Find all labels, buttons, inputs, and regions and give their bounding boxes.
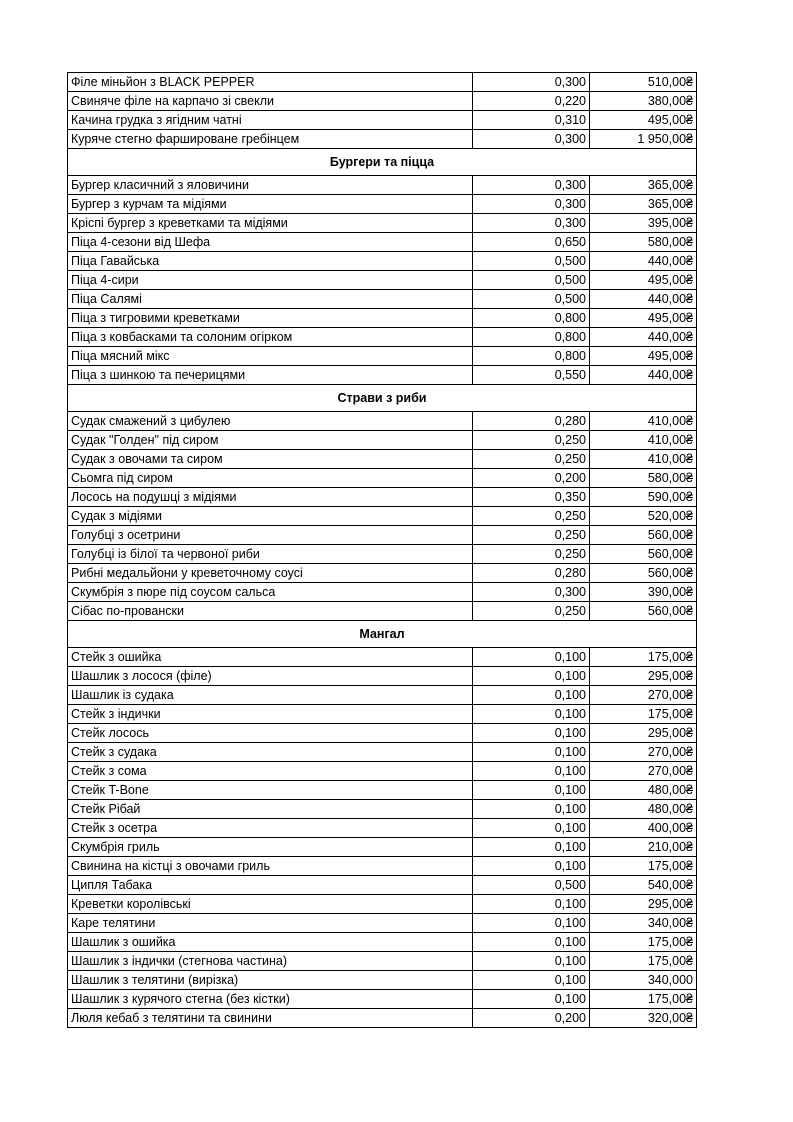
table-row [68,526,697,545]
table-row [68,933,697,952]
dish-price: 495,00₴ [590,271,697,290]
dish-name: Піца з тигровими креветками [68,309,473,328]
table-row [68,648,697,667]
dish-price: 480,00₴ [590,800,697,819]
dish-weight: 0,350 [473,488,590,507]
table-row [68,111,697,130]
table-row [68,990,697,1009]
dish-price: 440,00₴ [590,290,697,309]
dish-price: 560,00₴ [590,564,697,583]
dish-price: 175,00₴ [590,990,697,1009]
dish-weight: 0,300 [473,214,590,233]
dish-weight: 0,550 [473,366,590,385]
section-header-row [68,149,697,176]
table-row [68,781,697,800]
dish-price: 340,000 [590,971,697,990]
dish-name: Піца Гавайська [68,252,473,271]
dish-weight: 0,100 [473,800,590,819]
table-row [68,819,697,838]
dish-weight: 0,100 [473,667,590,686]
dish-weight: 0,500 [473,290,590,309]
dish-name: Каре телятини [68,914,473,933]
table-row [68,686,697,705]
dish-weight: 0,800 [473,309,590,328]
table-row [68,602,697,621]
table-row [68,838,697,857]
dish-weight: 0,250 [473,602,590,621]
dish-weight: 0,250 [473,507,590,526]
dish-weight: 0,220 [473,92,590,111]
dish-name: Стейк T-Bone [68,781,473,800]
dish-price: 510,00₴ [590,73,697,92]
dish-price: 440,00₴ [590,328,697,347]
table-row [68,73,697,92]
dish-name: Стейк з ошийка [68,648,473,667]
dish-weight: 0,100 [473,819,590,838]
dish-weight: 0,250 [473,526,590,545]
dish-weight: 0,100 [473,762,590,781]
dish-price: 295,00₴ [590,895,697,914]
dish-name: Піца з ковбасками та солоним огірком [68,328,473,347]
table-row [68,857,697,876]
dish-price: 410,00₴ [590,450,697,469]
dish-price: 410,00₴ [590,412,697,431]
menu-sheet [67,72,696,1028]
dish-name: Піца з шинкою та печерицями [68,366,473,385]
dish-price: 560,00₴ [590,545,697,564]
dish-name: Бургер з курчам та мідіями [68,195,473,214]
dish-name: Голубці із білої та червоної риби [68,545,473,564]
dish-name: Сібас по-провански [68,602,473,621]
dish-price: 495,00₴ [590,347,697,366]
dish-name: Ципля Табака [68,876,473,895]
table-row [68,412,697,431]
dish-name: Люля кебаб з телятини та свинини [68,1009,473,1028]
dish-weight: 0,200 [473,469,590,488]
dish-name: Рибні медальйони у креветочному соусі [68,564,473,583]
dish-weight: 0,100 [473,933,590,952]
dish-name: Лосось на подушці з мідіями [68,488,473,507]
dish-name: Голубці з осетрини [68,526,473,545]
dish-price: 380,00₴ [590,92,697,111]
table-row [68,895,697,914]
dish-price: 365,00₴ [590,176,697,195]
table-row [68,1009,697,1028]
dish-price: 580,00₴ [590,233,697,252]
table-row [68,545,697,564]
table-row [68,952,697,971]
dish-name: Куряче стегно фаршироване гребінцем [68,130,473,149]
dish-name: Стейк з індички [68,705,473,724]
dish-price: 390,00₴ [590,583,697,602]
dish-price: 295,00₴ [590,667,697,686]
dish-weight: 0,250 [473,545,590,564]
dish-name: Свиняче філе на карпачо зі свекли [68,92,473,111]
table-row [68,233,697,252]
dish-price: 270,00₴ [590,762,697,781]
dish-price: 395,00₴ [590,214,697,233]
dish-price: 270,00₴ [590,743,697,762]
dish-weight: 0,100 [473,857,590,876]
table-row [68,800,697,819]
table-row [68,705,697,724]
table-row [68,366,697,385]
dish-name: Шашлик з телятини (вирізка) [68,971,473,990]
table-row [68,271,697,290]
dish-price: 495,00₴ [590,309,697,328]
dish-price: 540,00₴ [590,876,697,895]
dish-price: 590,00₴ [590,488,697,507]
dish-name: Судак смажений з цибулею [68,412,473,431]
dish-name: Стейк Рібай [68,800,473,819]
table-row [68,130,697,149]
dish-price: 210,00₴ [590,838,697,857]
dish-weight: 0,100 [473,743,590,762]
dish-weight: 0,300 [473,130,590,149]
dish-weight: 0,300 [473,195,590,214]
menu-table [67,72,697,1028]
table-row [68,309,697,328]
dish-price: 580,00₴ [590,469,697,488]
section-title: Страви з риби [68,385,697,412]
dish-name: Шашлик з індички (стегнова частина) [68,952,473,971]
dish-price: 175,00₴ [590,705,697,724]
dish-weight: 0,100 [473,895,590,914]
table-row [68,252,697,271]
dish-weight: 0,100 [473,990,590,1009]
table-row [68,564,697,583]
dish-weight: 0,100 [473,648,590,667]
dish-name: Свинина на кістці з овочами гриль [68,857,473,876]
table-row [68,195,697,214]
menu-table-body [68,73,697,1028]
section-header-row [68,385,697,412]
dish-weight: 0,100 [473,705,590,724]
section-title: Мангал [68,621,697,648]
dish-name: Качина грудка з ягідним чатні [68,111,473,130]
dish-name: Піца 4-сири [68,271,473,290]
dish-price: 440,00₴ [590,366,697,385]
dish-price: 295,00₴ [590,724,697,743]
table-row [68,347,697,366]
dish-weight: 0,300 [473,583,590,602]
dish-name: Піца Салямі [68,290,473,309]
dish-weight: 0,100 [473,952,590,971]
dish-weight: 0,310 [473,111,590,130]
dish-price: 480,00₴ [590,781,697,800]
dish-weight: 0,100 [473,724,590,743]
dish-price: 320,00₴ [590,1009,697,1028]
dish-weight: 0,300 [473,176,590,195]
dish-weight: 0,200 [473,1009,590,1028]
table-row [68,469,697,488]
dish-price: 560,00₴ [590,602,697,621]
dish-price: 1 950,00₴ [590,130,697,149]
dish-name: Шашлик з курячого стегна (без кістки) [68,990,473,1009]
dish-price: 560,00₴ [590,526,697,545]
dish-weight: 0,500 [473,271,590,290]
dish-name: Судак з мідіями [68,507,473,526]
table-row [68,743,697,762]
dish-name: Стейк лосось [68,724,473,743]
table-row [68,762,697,781]
dish-weight: 0,800 [473,347,590,366]
dish-weight: 0,280 [473,412,590,431]
dish-weight: 0,250 [473,431,590,450]
section-header-row [68,621,697,648]
dish-price: 410,00₴ [590,431,697,450]
section-title: Бургери та піцца [68,149,697,176]
dish-name: Піца мясний мікс [68,347,473,366]
table-row [68,583,697,602]
dish-name: Бургер класичний з яловичини [68,176,473,195]
dish-name: Судак з овочами та сиром [68,450,473,469]
table-row [68,488,697,507]
dish-name: Шашлик із судака [68,686,473,705]
table-row [68,290,697,309]
dish-weight: 0,500 [473,876,590,895]
dish-name: Креветки королівські [68,895,473,914]
dish-price: 520,00₴ [590,507,697,526]
table-row [68,914,697,933]
dish-weight: 0,250 [473,450,590,469]
dish-name: Піца 4-сезони від Шефа [68,233,473,252]
dish-price: 495,00₴ [590,111,697,130]
dish-name: Філе міньйон з BLACK PEPPER [68,73,473,92]
dish-weight: 0,100 [473,914,590,933]
dish-name: Скумбрія гриль [68,838,473,857]
dish-weight: 0,100 [473,838,590,857]
table-row [68,214,697,233]
dish-weight: 0,500 [473,252,590,271]
table-row [68,176,697,195]
table-row [68,92,697,111]
table-row [68,724,697,743]
dish-name: Сьомга під сиром [68,469,473,488]
dish-name: Стейк з судака [68,743,473,762]
table-row [68,328,697,347]
dish-name: Стейк з осетра [68,819,473,838]
dish-price: 440,00₴ [590,252,697,271]
dish-price: 175,00₴ [590,952,697,971]
table-row [68,507,697,526]
table-row [68,431,697,450]
dish-weight: 0,100 [473,686,590,705]
dish-weight: 0,300 [473,73,590,92]
dish-weight: 0,280 [473,564,590,583]
dish-name: Стейк з сома [68,762,473,781]
dish-price: 400,00₴ [590,819,697,838]
dish-weight: 0,800 [473,328,590,347]
dish-weight: 0,650 [473,233,590,252]
dish-name: Скумбрія з пюре під соусом сальса [68,583,473,602]
table-row [68,971,697,990]
table-row [68,876,697,895]
dish-weight: 0,100 [473,971,590,990]
dish-price: 365,00₴ [590,195,697,214]
table-row [68,667,697,686]
dish-name: Судак "Голден" під сиром [68,431,473,450]
dish-price: 175,00₴ [590,857,697,876]
dish-price: 270,00₴ [590,686,697,705]
dish-name: Шашлик з лосося (філе) [68,667,473,686]
table-row [68,450,697,469]
dish-weight: 0,100 [473,781,590,800]
dish-price: 175,00₴ [590,648,697,667]
dish-price: 175,00₴ [590,933,697,952]
dish-price: 340,00₴ [590,914,697,933]
dish-name: Шашлик з ошийка [68,933,473,952]
dish-name: Кріспі бургер з креветками та мідіями [68,214,473,233]
